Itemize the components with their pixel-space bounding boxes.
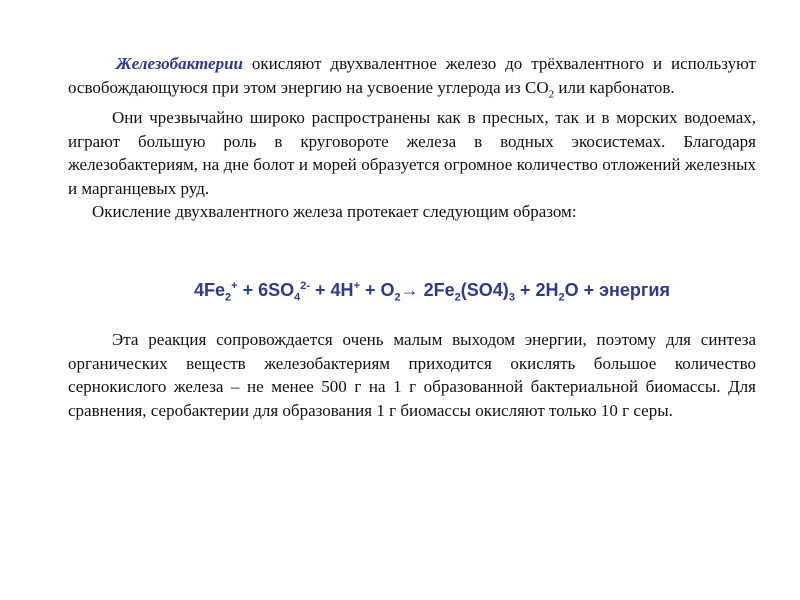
eq-term-water-energy: O + энергия [564,280,670,300]
paragraph-oxidation-intro: Окисление двухвалентного железа протекает следующим образом: [92,202,577,222]
document-page [68,52,756,420]
term-iron-bacteria: Железобактерии [116,54,244,73]
eq-term-fe2: 2Fe [418,280,455,300]
eq-sup: + [353,280,360,292]
eq-term-so4-group: (SO4) [460,280,509,300]
eq-term-o2: + O [360,280,395,300]
eq-sup: 2- [300,280,311,292]
oxidation-equation [68,280,756,304]
eq-sup: + [231,280,238,292]
eq-term-fe: 4Fe [194,280,226,300]
eq-term-h: + 4H [310,280,354,300]
eq-sub: 2 [394,291,401,304]
eq-sub: 2 [454,291,461,304]
lower-section [68,328,756,422]
paragraph-energy-yield: Эта реакция сопровождается очень малым выходом энергии, поэтому для синтеза органических веществ железобактериям приходится окислять большое количество сернокислого железа – не менее 500 г на 1 г образованной бактериальной биомассы. Для сравнения, серобактерии для образования 1 г биомассы окисляют только 10 г серы. [68,330,756,420]
eq-sub: 2 [225,291,232,304]
eq-arrow: → [400,280,419,300]
eq-term-h2: + 2H [514,280,559,300]
paragraph1-text-b: или карбонатов. [554,77,675,97]
paragraph1-text-a: окисляют двухвалентное железо до трёхвалентного и используют освобождающуюся при этом энергию на усвоение углерода из CO [68,54,756,97]
paragraph-iron-bacteria-intro [68,52,756,106]
eq-sub: 4 [294,291,301,304]
eq-sub: 3 [508,291,515,304]
eq-sub: 2 [558,291,565,304]
paragraph-distribution: Они чрезвычайно широко распространены как в пресных, так и в морских водоемах, играют большую роль в круговороте железа в водных экосистемах. Благодаря железобактериям, на дне болот и морей образуется огромное количество отложений железных и марганцевых руд. [68,108,756,198]
eq-term-so4: + 6SO [237,280,295,300]
co2-subscript: 2 [548,87,555,100]
